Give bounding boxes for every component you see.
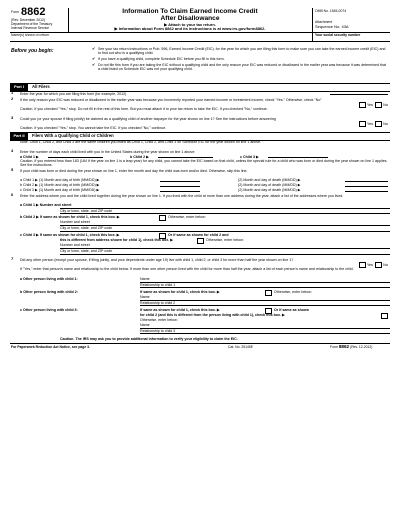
part2-label: Part II xyxy=(10,133,28,140)
line6b-otherwise: Otherwise, enter below: xyxy=(168,215,206,219)
department: Department of the Treasury xyxy=(11,22,53,26)
line6c-this: this is different from address shown for child 1), check this box. ▶ xyxy=(60,238,173,242)
line2-yes-no: Yes No xyxy=(358,102,388,108)
line6a-label: a Child 1 ▶ Number and street xyxy=(20,203,72,207)
footer-cat-number: Cat. No. 25145E xyxy=(228,344,254,349)
omb-number: OMB No. 1545-0074 xyxy=(315,9,347,13)
line4c-label: c Child 3 ▶ xyxy=(240,154,259,159)
child1-days-input[interactable] xyxy=(48,154,103,158)
part2-title: Filers With a Qualifying Child or Children xyxy=(32,133,114,138)
part2-note: Note. Child 1, Child 2, and Child 3 are the same children you listed as Child 1, Child 2, and Child 3 on Schedule EIC for the year shown on line 1 above. xyxy=(20,140,262,144)
before-label: Before you begin: xyxy=(11,48,54,54)
line6-text: Enter the address where you and the child lived together during the year shown on line 1. If you lived with the child at more than one address during the year, attach a list of the addresses where you lived. xyxy=(20,193,344,198)
line6b-city: City or town, state, and ZIP code xyxy=(60,226,113,230)
attachment-label: Attachment xyxy=(315,20,333,24)
child3-birth-input[interactable] xyxy=(160,188,200,192)
line7c-orsame: Or if same as shown xyxy=(274,308,309,312)
line5b-death: (2) Month and day of death (MM/DD) ▶ xyxy=(238,183,301,187)
info-note: ▶ Information about Form 8862 and its instructions is at www.irs.gov/form8862. xyxy=(114,26,266,31)
line7c-otherwise: Otherwise, enter below: xyxy=(140,318,178,322)
line1-text: Enter the year for which you are filing this form (for example, 2012) xyxy=(20,91,127,96)
line7b-same: If same as shown for child 1, check this box. ▶ xyxy=(140,290,220,294)
line7c-name: Name xyxy=(140,323,150,327)
line6c-city: City or town, state, and ZIP code xyxy=(60,249,113,253)
revision: (Rev. December 2012) xyxy=(11,18,46,22)
line3-yes-no: Yes No xyxy=(358,121,388,127)
line7b-label: b Other person living with child 2: xyxy=(20,290,78,294)
line5-text: If your child was born or died during the year shown on line 1, enter the month and day the child was born and/or died. Otherwise, skip this line. xyxy=(20,168,248,173)
line5a-death: (2) Month and day of death (MM/DD) ▶ xyxy=(238,178,301,182)
line6b-same-checkbox[interactable] xyxy=(159,215,166,221)
form-number: 8862 xyxy=(21,6,46,18)
line7c-same2-checkbox[interactable] xyxy=(381,313,388,319)
footer-paperwork: For Paperwork Reduction Act Notice, see page 3. xyxy=(11,344,91,349)
line4-caution: Caution. If you entered less than 183 (184 if the year on line 1 is a leap year) for any child, you cannot take the EIC based on that child, unless the special rule for a child who was born or died during the year shown on line 1 applies. See the instructions. xyxy=(20,159,388,168)
line6c-same2-checkbox[interactable] xyxy=(197,238,204,244)
line5c-birth: c Child 3 ▶ (1) Month and day of birth (MM/DD) ▶ xyxy=(20,188,100,192)
line4a-label: a Child 1 ▶ xyxy=(20,154,39,159)
line3-caution: Caution. If you checked "Yes," stop. You cannot take the EIC. If you checked "No," continue. xyxy=(20,125,167,130)
form-title-1: Information To Claim Earned Income Credit xyxy=(122,8,258,15)
line7b-relationship: Relationship to child 2 xyxy=(140,300,176,305)
child1-death-input[interactable] xyxy=(345,178,388,182)
line5a-birth: a Child 1 ▶ (1) Month and day of birth (MM/DD) ▶ xyxy=(20,178,100,182)
line5c-death: (2) Month and day of death (MM/DD) ▶ xyxy=(238,188,301,192)
name-label: Name(s) shown on return xyxy=(11,33,50,37)
line4-text: Enter the number of days each child lived with you in the United States during the year shown on line 1 above: xyxy=(20,149,196,154)
child3-death-input[interactable] xyxy=(345,188,388,192)
check-icon: ✔ xyxy=(92,46,96,51)
child1-birth-input[interactable] xyxy=(160,178,200,182)
line7c-forchild2: for child 2 (and this is different from the person living with child 1), check this box. ▶ xyxy=(140,313,285,317)
year-input[interactable] xyxy=(330,91,388,95)
line6b-street: Number and street xyxy=(60,220,90,224)
check-icon: ✔ xyxy=(92,56,96,61)
line5b-birth: b Child 2 ▶ (1) Month and day of birth (MM/DD) ▶ xyxy=(20,183,100,187)
child3-days-input[interactable] xyxy=(268,154,328,158)
form-title-2: After Disallowance xyxy=(160,15,220,22)
line2-caution: Caution. If you checked "Yes," stop. Do not fill in the rest of this form. But you must attach it to your tax return to take the EIC. If you checked "No," continue. xyxy=(20,106,268,111)
attach-note: ▶ Attach to your tax return. xyxy=(164,21,216,27)
form-page: Form 8862 (Rev. December 2012) Department of the Treasury Internal Revenue Service Information To Claim Earned Income Credit After Disallowance ▶ Attach to your tax return. ▶ Information about Form 8862 and its instructions is at www.irs.gov/form8862. OMB No. 1545-0074 Attachment Sequence No. 43A Name(s) shown on return Your social security number Before you begin: ✔ See your tax return instructions or Pub. 596, Earned Income Credit (EIC), for the year for which you are filing this form to make sure you can take the earned income credit (EIC) and to find out who is a qualifying child. ✔ If you have a qualifying child, complete Schedule EIC before you fill in this form. ✔ Do not file this form if you are taking the EIC without a qualifying child and the only reason your EIC was reduced or disallowed in the earlier year was because it was determined that a child listed on Schedule EIC was not your qualifying child. Part I All Filers 1 Enter the year for which you are filing this form (for example, 2012) 2 If the only reason your EIC was reduced or disallowed in the earlier year was because you incorrectly reported your earned income or investment income, check "Yes." Otherwise, check "No" Yes No Caution. If you checked "Yes," stop. Do not fill in the rest of this form. But you must attach it to your tax return to take the EIC. If you checked "No," continue. 3 Could you (or your spouse if filing jointly) be claimed as a qualifying child of another taxpayer for the year shown on line 1? See the instructions before answering Yes No Caution. If you checked "Yes," stop. You cannot take the EIC. If you checked "No," continue. Part II Filers With a Qualifying Child or Children Note. Child 1, Child 2, and Child 3 are the same children you listed as Child 1, Child 2, and Child 3 on Schedule EIC for the year shown on line 1 above. 4 Enter the number of days each child lived with you in the United States during the year shown on line 1 above: a Child 1 ▶ b Child 2 ▶ c Child 3 ▶ Caution. If you entered less than 183 (184 if the year on line 1 is a leap year) for any child, you cannot take the EIC based on that child, unless the special rule for a child who was born or died during the year shown on line 1 applies. See the instructions. 5 If your child was born or died during the year shown on line 1, enter the month and day the child was born and/or died. Otherwise, skip this line. a Child 1 ▶ (1) Month and day of birth (MM/DD) ▶ (2) Month and day of death (MM/DD) ▶ b Child 2 ▶ (1) Month and day of birth (MM/DD) ▶ (2) Month and day of death (MM/DD) ▶ c Child 3 ▶ (1) Month and day of birth (MM/DD) ▶ (2) Month and day of death (MM/DD) ▶ 6 Enter the address where you and the child lived together during the year shown on line 1. If you lived with the child at more than one address during the year, attach a list of the addresses where you lived. a Child 1 ▶ Number and street City or town, state, and ZIP code b Child 2 ▶ If same as shown for child 1, check this box. ▶ Otherwise, enter below: Number and street City or town, state, and ZIP code c Child 3 ▶ If same as shown for child 1, check this box. ▶ Or if same as shown for child 2 and this is different from address shown for child 1), check this box. ▶ Otherwise, enter below: Number and street City or town, state, and ZIP code 7 Did any other person (except your spouse, if filing jointly, and your dependents under age 19) live with child 1, child 2, or child 3 for more than half the year shown on line 1? Yes No If "Yes," enter that person's name and relationship to the child below. If more than one other person lived with the child for more than half the year, attach a list of each person's name and relationship to the child. a Other person living with child 1: Name Relationship to child 1 b Other person living with child 2: If same as shown for child 1, check this box. ▶ Otherwise, enter below: Name Relationship to child 2 c Other person living with child 3: If same as shown for child 1, check this box. ▶ Or if same as shown for child 2 (and this is different from the person living with child 1), check this box. ▶ Otherwise, enter below: Name Relationship to child 3 Caution. The IRS may ask you to provide additional information to verify your eligibility to claim the EIC. For Paperwork Reduction Act Notice, see page 3. Cat. No. 25145E Form 8862 (Rev. 12-2012) xyxy=(11,6,388,349)
before-item-3: Do not file this form if you are taking the EIC without a qualifying child and the only reason your EIC was reduced or disallowed in the earlier year was because it was determined that a child listed on Schedule EIC was not your qualifying child. xyxy=(98,63,387,72)
before-item-1: See your tax return instructions or Pub. 596, Earned Income Credit (EIC), for the year for which you are filing this form to make sure you can take the earned income credit (EIC) and to find out who is a qualifying child. xyxy=(98,47,386,56)
line7a-label: a Other person living with child 1: xyxy=(20,277,78,281)
line7b-otherwise: Otherwise, enter below: xyxy=(274,290,312,294)
before-item-2: If you have a qualifying child, complete Schedule EIC before you fill in this form. xyxy=(98,57,225,61)
line7a-name: Name xyxy=(140,277,150,281)
line6c-or: Or if same as shown for child 2 and xyxy=(168,233,229,237)
line6a-city: City or town, state, and ZIP code xyxy=(60,208,113,213)
line7-yes-no: Yes No xyxy=(358,262,388,268)
child2-death-input[interactable] xyxy=(345,183,388,187)
ssn-label: Your social security number xyxy=(315,33,361,37)
line7-text: Did any other person (except your spouse, if filing jointly, and your dependents under age 19) live with child 1, child 2, or child 3 for more than half the year shown on line 1? xyxy=(20,257,294,262)
line7c-same: If same as shown for child 1, check this box. ▶ xyxy=(140,308,220,312)
footer-form: Form 8862 (Rev. 12-2012) xyxy=(330,343,373,349)
irs-caution: Caution. The IRS may ask you to provide additional information to verify your eligibility to claim the EIC. xyxy=(60,337,238,341)
line7b-same-checkbox[interactable] xyxy=(265,290,272,296)
part1-title: All Filers xyxy=(32,84,50,89)
irs-label: Internal Revenue Service xyxy=(11,26,50,30)
line6c-label: c Child 3 ▶ If same as shown for child 1, check this box. ▶ xyxy=(20,233,120,237)
child2-birth-input[interactable] xyxy=(160,183,200,187)
line7b-name: Name xyxy=(140,295,150,299)
line3-text: Could you (or your spouse if filing jointly) be claimed as a qualifying child of another taxpayer for the year shown on line 1? See the instructions before answering xyxy=(20,116,276,121)
line6b-label: b Child 2 ▶ If same as shown for child 1, check this box. ▶ xyxy=(20,215,120,219)
line7c-relationship: Relationship to child 3 xyxy=(140,328,176,333)
line7a-relationship: Relationship to child 1 xyxy=(140,282,176,287)
part1-label: Part I xyxy=(10,84,28,91)
child2-days-input[interactable] xyxy=(158,154,213,158)
line7c-label: c Other person living with child 3: xyxy=(20,308,78,312)
line6c-otherwise: Otherwise, enter below: xyxy=(206,238,244,242)
line2-text: If the only reason your EIC was reduced or disallowed in the earlier year was because you incorrectly reported your earned income or investment income, check "Yes." Otherwise, check "No" xyxy=(20,97,322,102)
line6c-street: Number and street xyxy=(60,243,90,247)
line7-yes-instructions: If "Yes," enter that person's name and relationship to the child below. If more than one other person lived with the child for more than half the year, attach a list of each person's name and relationship to the child. xyxy=(20,266,354,271)
check-icon: ✔ xyxy=(92,62,96,67)
line4b-label: b Child 2 ▶ xyxy=(130,154,149,159)
form-label: Form xyxy=(11,10,19,14)
sequence-number: Sequence No. 43A xyxy=(315,23,349,29)
